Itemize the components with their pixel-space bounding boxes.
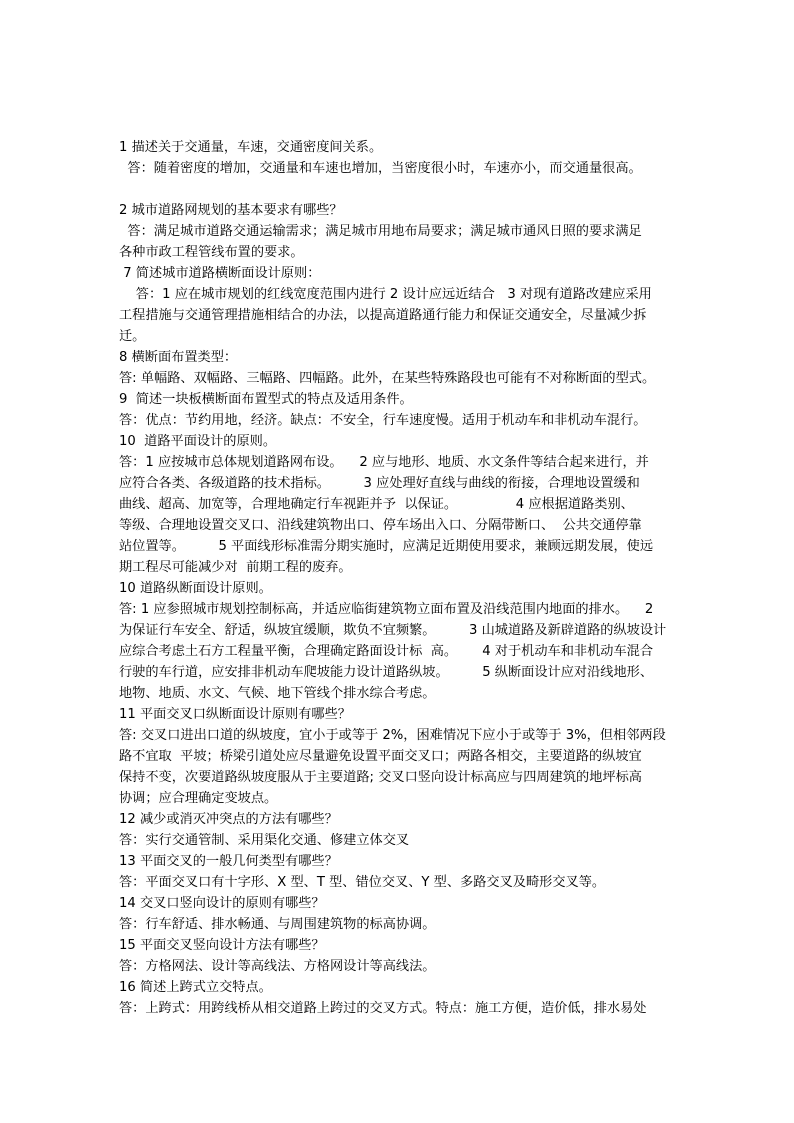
text-line: 答：随着密度的增加，交通量和车速也增加，当密度很小时，车速亦小，而交通量很高。 (119, 161, 642, 176)
text-line: 行驶的车行道，应安排非机动车爬坡能力设计道路纵坡。 5 纵断面设计应对沿线地形、 (119, 665, 654, 680)
text-line: 各种市政工程管线布置的要求。 (119, 245, 304, 260)
text-line: 工程措施与交通管理措施相结合的办法，以提高道路通行能力和保证交通安全，尽量减少拆 (119, 308, 647, 323)
text-line: 12 减少或消灭冲突点的方法有哪些？ (119, 812, 338, 827)
text-line: 1 描述关于交通量，车速，交通密度间关系。 (119, 140, 383, 155)
text-line: 为保证行车安全、舒适，纵坡宜缓顺，欺负不宜频繁。 3 山城道路及新辟道路的纵坡设计 (119, 623, 667, 638)
text-line: 15 平面交叉竖向设计方法有哪些？ (119, 938, 325, 953)
text-line: 10 道路纵断面设计原则。 (119, 581, 272, 596)
text-line: 应符合各类、各级道路的技术指标。 3 应处理好直线与曲线的衔接，合理地设置缓和 (119, 476, 640, 491)
text-line: 10 道路平面设计的原则。 (119, 434, 277, 449)
text-line: 答：上跨式：用跨线桥从相交道路上跨过的交叉方式。特点：施工方便，造价低，排水易处 (119, 1001, 647, 1016)
text-line: 答：行车舒适、排水畅通、与周围建筑物的标高协调。 (119, 917, 436, 932)
text-line: 答：优点：节约用地，经济。缺点：不安全，行车速度慢。适用于机动车和非机动车混行。 (119, 413, 647, 428)
text-line: 答: 交叉口进出口道的纵坡度，宜小于或等于 2%，困难情况下应小于或等于 3%，但相邻两段 (119, 728, 666, 743)
text-line: 协调；应合理确定变坡点。 (119, 791, 278, 806)
text-line: 保持不变，次要道路纵坡度服从于主要道路; 交叉口竖向设计标高应与四周建筑的地坪标高 (119, 770, 642, 785)
text-line: 16 简述上跨式立交特点。 (119, 980, 272, 995)
text-line: 期工程尽可能减少对 前期工程的废弃。 (119, 560, 352, 575)
document-body (119, 137, 689, 1019)
text-line: 答：满足城市道路交通运输需求；满足城市用地布局要求；满足城市通风日照的要求满足 (119, 224, 642, 239)
blank-line (119, 179, 689, 200)
text-line: 应综合考虑土石方工程量平衡，合理确定路面设计标 高。 4 对于机动车和非机动车混合 (119, 644, 654, 659)
text-line: 2 城市道路网规划的基本要求有哪些？ (119, 203, 343, 218)
text-line: 答：1 应在城市规划的红线宽度范围内进行 2 设计应远近结合 3 对现有道路改建应采用 (119, 287, 652, 302)
text-line: 答: 1 应参照城市规划控制标高，并适应临街建筑物立面布置及沿线范围内地面的排水。 2 (119, 602, 654, 617)
text-line: 答：方格网法、设计等高线法、方格网设计等高线法。 (119, 959, 436, 974)
text-line: 7 简述城市道路横断面设计原则： (119, 266, 321, 281)
text-line: 等级、合理地设置交叉口、沿线建筑物出口、停车场出入口、分隔带断口、 公共交通停靠 (119, 518, 642, 533)
text-line: 14 交叉口竖向设计的原则有哪些？ (119, 896, 325, 911)
text-line: 9 简述一块板横断面布置型式的特点及适用条件。 (119, 392, 413, 407)
text-line: 路不宜取 平坡；桥梁引道处应尽量避免设置平面交叉口；两路各相交，主要道路的纵坡宜 (119, 749, 642, 764)
text-line: 站位置等。 5 平面线形标准需分期实施时，应满足近期使用要求，兼顾远期发展，使远 (119, 539, 654, 554)
text-line: 13 平面交叉的一般几何类型有哪些？ (119, 854, 338, 869)
text-line: 答：1 应按城市总体规划道路网布设。 2 应与地形、地质、水文条件等结合起来进行，并 (119, 455, 649, 470)
text-line: 答：实行交通管制、采用渠化交通、修建立体交叉 (119, 833, 410, 848)
text-line: 迁。 (119, 329, 146, 344)
text-line: 地物、地质、水文、气候、地下管线个排水综合考虑。 (119, 686, 436, 701)
text-line: 答: 单幅路、双幅路、三幅路、四幅路。此外，在某些特殊路段也可能有不对称断面的型式。 (119, 371, 656, 386)
text-line: 曲线、超高、加宽等，合理地确定行车视距并予 以保证。 4 应根据道路类别、 (119, 497, 634, 512)
text-line: 11 平面交叉口纵断面设计原则有哪些？ (119, 707, 351, 722)
text-line: 答：平面交叉口有十字形、X 型、T 型、错位交叉、Y 型、多路交叉及畸形交叉等。 (119, 875, 606, 890)
text-line: 8 横断面布置类型： (119, 350, 238, 365)
